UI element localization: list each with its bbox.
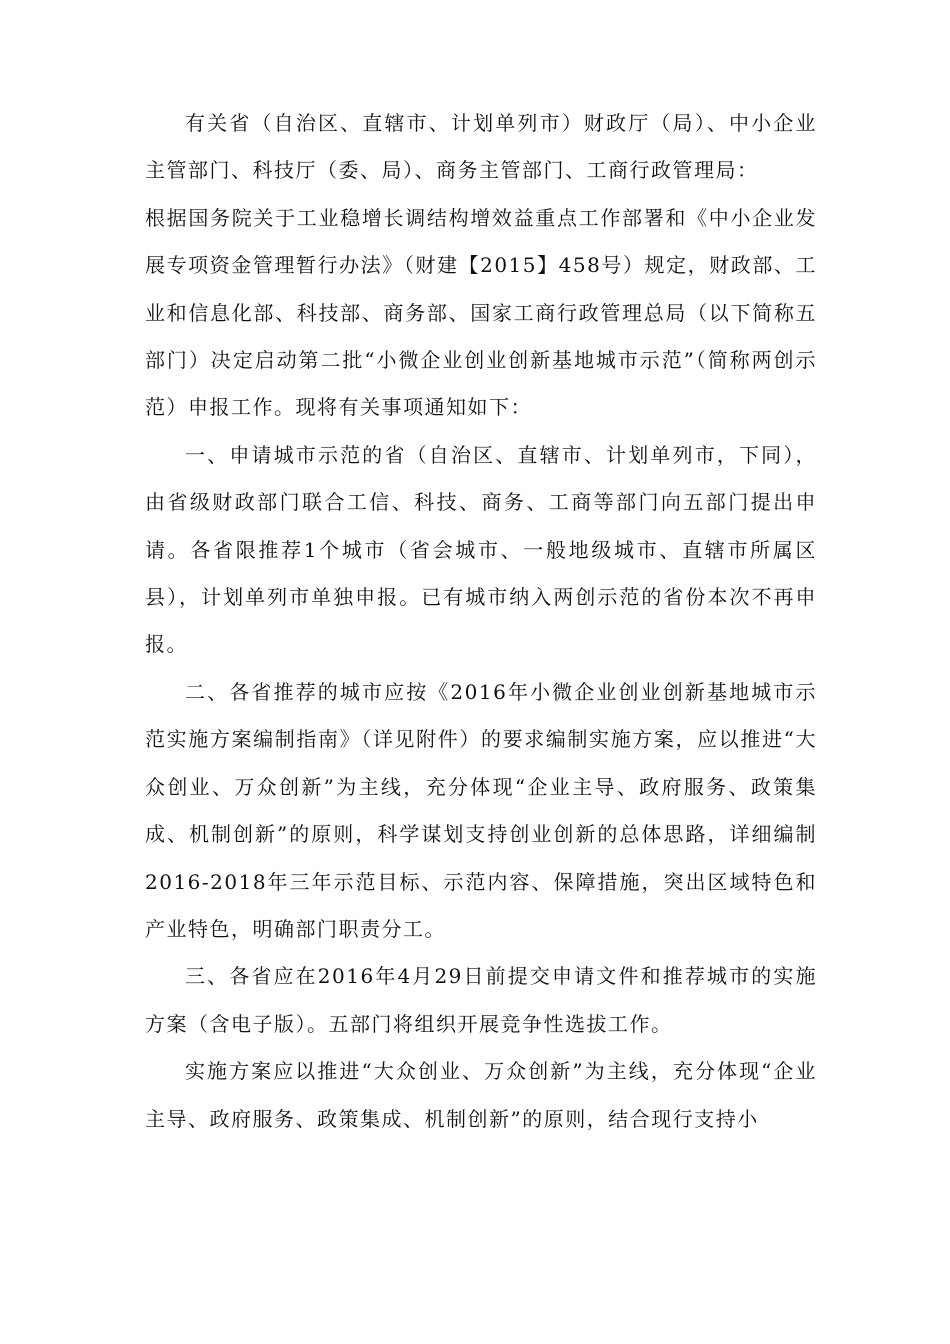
salutation-paragraph: 有关省（自治区、直辖市、计划单列市）财政厅（局）、中小企业主管部门、科技厅（委、局）、商务主管部门、工商行政管理局：	[145, 111, 817, 183]
item-two-paragraph: 二、各省推荐的城市应按《2016年小微企业创业创新基地城市示范实施方案编制指南》（详见附件）的要求编制实施方案，应以推进“大众创业、万众创新”为主线，充分体现“企业主导、政府服务、政策集成、机制创新”的原则，科学谋划支持创业创新的总体思路，详细编制2016-2018年三年示范目标、示范内容、保障措施，突出区域特色和产业特色，明确部门职责分工。	[145, 679, 817, 941]
implementation-paragraph: 实施方案应以推进“大众创业、万众创新”为主线，充分体现“企业主导、政府服务、政策集成、机制创新”的原则，结合现行支持小	[145, 1059, 817, 1131]
item-one-paragraph: 一、申请城市示范的省（自治区、直辖市、计划单列市，下同），由省级财政部门联合工信、科技、商务、工商等部门向五部门提出申请。各省限推荐1个城市（省会城市、一般地级城市、直辖市所属区县），计划单列市单独申报。已有城市纳入两创示范的省份本次不再申报。	[145, 442, 817, 657]
document-body	[145, 100, 817, 1143]
intro-paragraph: 根据国务院关于工业稳增长调结构增效益重点工作部署和《中小企业发展专项资金管理暂行办法》（财建【2015】458号）规定，财政部、工业和信息化部、科技部、商务部、国家工商行政管理总局（以下简称五部门）决定启动第二批“小微企业创业创新基地城市示范”（简称两创示范）申报工作。现将有关事项通知如下：	[145, 205, 817, 420]
item-three-paragraph: 三、各省应在2016年4月29日前提交申请文件和推荐城市的实施方案（含电子版）。五部门将组织开展竞争性选拔工作。	[145, 964, 817, 1036]
